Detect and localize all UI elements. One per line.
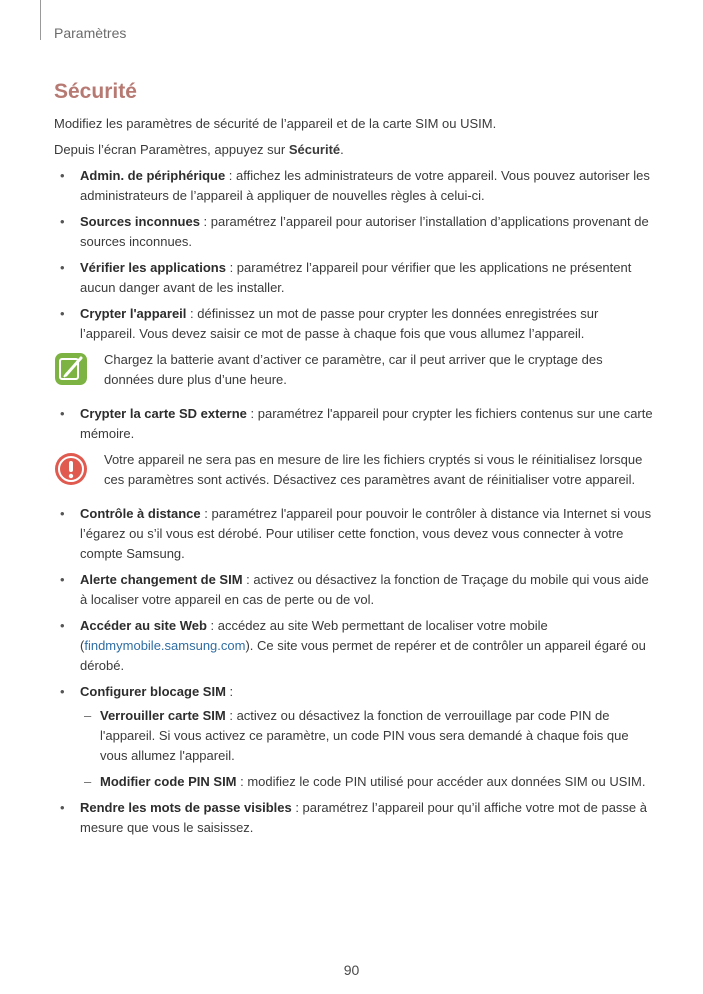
bullet: •	[60, 168, 65, 183]
tip-text: Chargez la batterie avant d’activer ce paramètre, car il peut arriver que le cryptage des données dure plus d’une heure.	[104, 352, 603, 387]
settings-list-1	[54, 166, 654, 344]
page-title: Sécurité	[54, 80, 137, 103]
item-term: Alerte changement de SIM	[80, 572, 243, 587]
margin-line	[40, 0, 41, 40]
item-term: Accéder au site Web	[80, 618, 207, 633]
list-item	[54, 616, 654, 676]
bullet: •	[60, 306, 65, 321]
item-text: : paramétrez l’appareil pour autoriser l’installation d’applications provenant de sources inconnues.	[80, 214, 649, 249]
settings-list-2	[54, 404, 654, 444]
item-term: Crypter l'appareil	[80, 306, 187, 321]
item-term: Crypter la carte SD externe	[80, 406, 247, 421]
intro-line-2	[54, 140, 654, 160]
sub-term: Verrouiller carte SIM	[100, 708, 226, 723]
item-term: Vérifier les applications	[80, 260, 226, 275]
item-text: :	[225, 684, 234, 699]
intro-text: Depuis l’écran Paramètres, appuyez sur	[54, 142, 289, 157]
intro-bold: Sécurité	[288, 142, 341, 157]
bullet: •	[60, 406, 65, 421]
list-item	[54, 570, 654, 610]
intro-line-1: Modifiez les paramètres de sécurité de l’appareil et de la carte SIM ou USIM.	[54, 116, 497, 131]
bullet: •	[60, 572, 65, 587]
list-item	[54, 258, 654, 298]
section-header: Paramètres	[54, 25, 127, 41]
item-text: : définissez un mot de passe pour crypter les données enregistrées sur l’appareil. Vous devez saisir ce mot de passe à chaque fois que vous allumez l’appareil.	[80, 306, 599, 341]
bullet: •	[60, 684, 65, 699]
list-item	[54, 166, 654, 206]
list-item	[54, 798, 654, 838]
item-text: : accédez au site Web permettant de localiser votre mobile (	[80, 618, 548, 653]
item-text: ). Ce site vous permet de repérer et de contrôler un appareil égaré ou dérobé.	[80, 638, 646, 673]
item-text: : paramétrez l’appareil pour vérifier que les applications ne présentent aucun danger avant de les installer.	[80, 260, 632, 295]
sub-item	[80, 772, 654, 792]
bullet: •	[60, 618, 65, 633]
item-term: Contrôle à distance	[80, 506, 201, 521]
item-text: : activez ou désactivez la fonction de Traçage du mobile qui vous aide à localiser votre appareil en cas de perte ou de vol.	[80, 572, 649, 607]
sub-text: : activez ou désactivez la fonction de verrouillage par code PIN de l'appareil. Si vous activez ce paramètre, un code PIN vous sera demandé à chaque fois que vous allumez l'appareil.	[100, 708, 629, 763]
list-item	[54, 304, 654, 344]
item-text: : paramétrez l'appareil pour pouvoir le contrôler à distance via Internet si vous l’égarez ou s’il vous est dérobé. Pour utiliser cette fonction, vous devez vous connecter à votre compte Samsung.	[80, 506, 652, 561]
dash: –	[84, 708, 92, 723]
sub-item	[80, 706, 654, 766]
item-term: Sources inconnues	[80, 214, 200, 229]
list-item	[54, 404, 654, 444]
intro-period: .	[340, 142, 344, 157]
warning-text: Votre appareil ne sera pas en mesure de lire les fichiers cryptés si vous le réinitialisez lorsque ces paramètres sont activés. Désactivez ces paramètres avant de réinitialiser votre appareil.	[104, 452, 643, 487]
page-content	[54, 80, 654, 844]
item-term: Rendre les mots de passe visibles	[80, 800, 292, 815]
tip-note	[54, 350, 654, 390]
sub-term: Modifier code PIN SIM	[100, 774, 237, 789]
settings-list-3	[54, 504, 654, 838]
sub-text: : modifiez le code PIN utilisé pour accéder aux données SIM ou USIM.	[236, 774, 646, 789]
warning-icon	[54, 452, 88, 486]
item-text: : affichez les administrateurs de votre appareil. Vous pouvez autoriser les administrateurs de l’appareil à appliquer de nouvelles règles à celui-ci.	[80, 168, 650, 203]
item-term: Admin. de périphérique	[80, 168, 226, 183]
sub-list	[80, 706, 654, 792]
page-number: 90	[343, 962, 360, 978]
dash: –	[84, 774, 92, 789]
note-icon	[54, 352, 88, 386]
bullet: •	[60, 214, 65, 229]
findmymobile-link[interactable]: findmymobile.samsung.com	[84, 638, 246, 653]
bullet: •	[60, 506, 65, 521]
list-item	[54, 212, 654, 252]
list-item	[54, 504, 654, 564]
bullet: •	[60, 800, 65, 815]
item-text: : paramétrez l'appareil pour crypter les fichiers contenus sur une carte mémoire.	[80, 406, 653, 441]
list-item	[54, 682, 654, 792]
warning-note	[54, 450, 654, 490]
item-term: Configurer blocage SIM	[80, 684, 226, 699]
item-text: : paramétrez l’appareil pour qu’il affiche votre mot de passe à mesure que vous le saisissez.	[80, 800, 648, 835]
bullet: •	[60, 260, 65, 275]
